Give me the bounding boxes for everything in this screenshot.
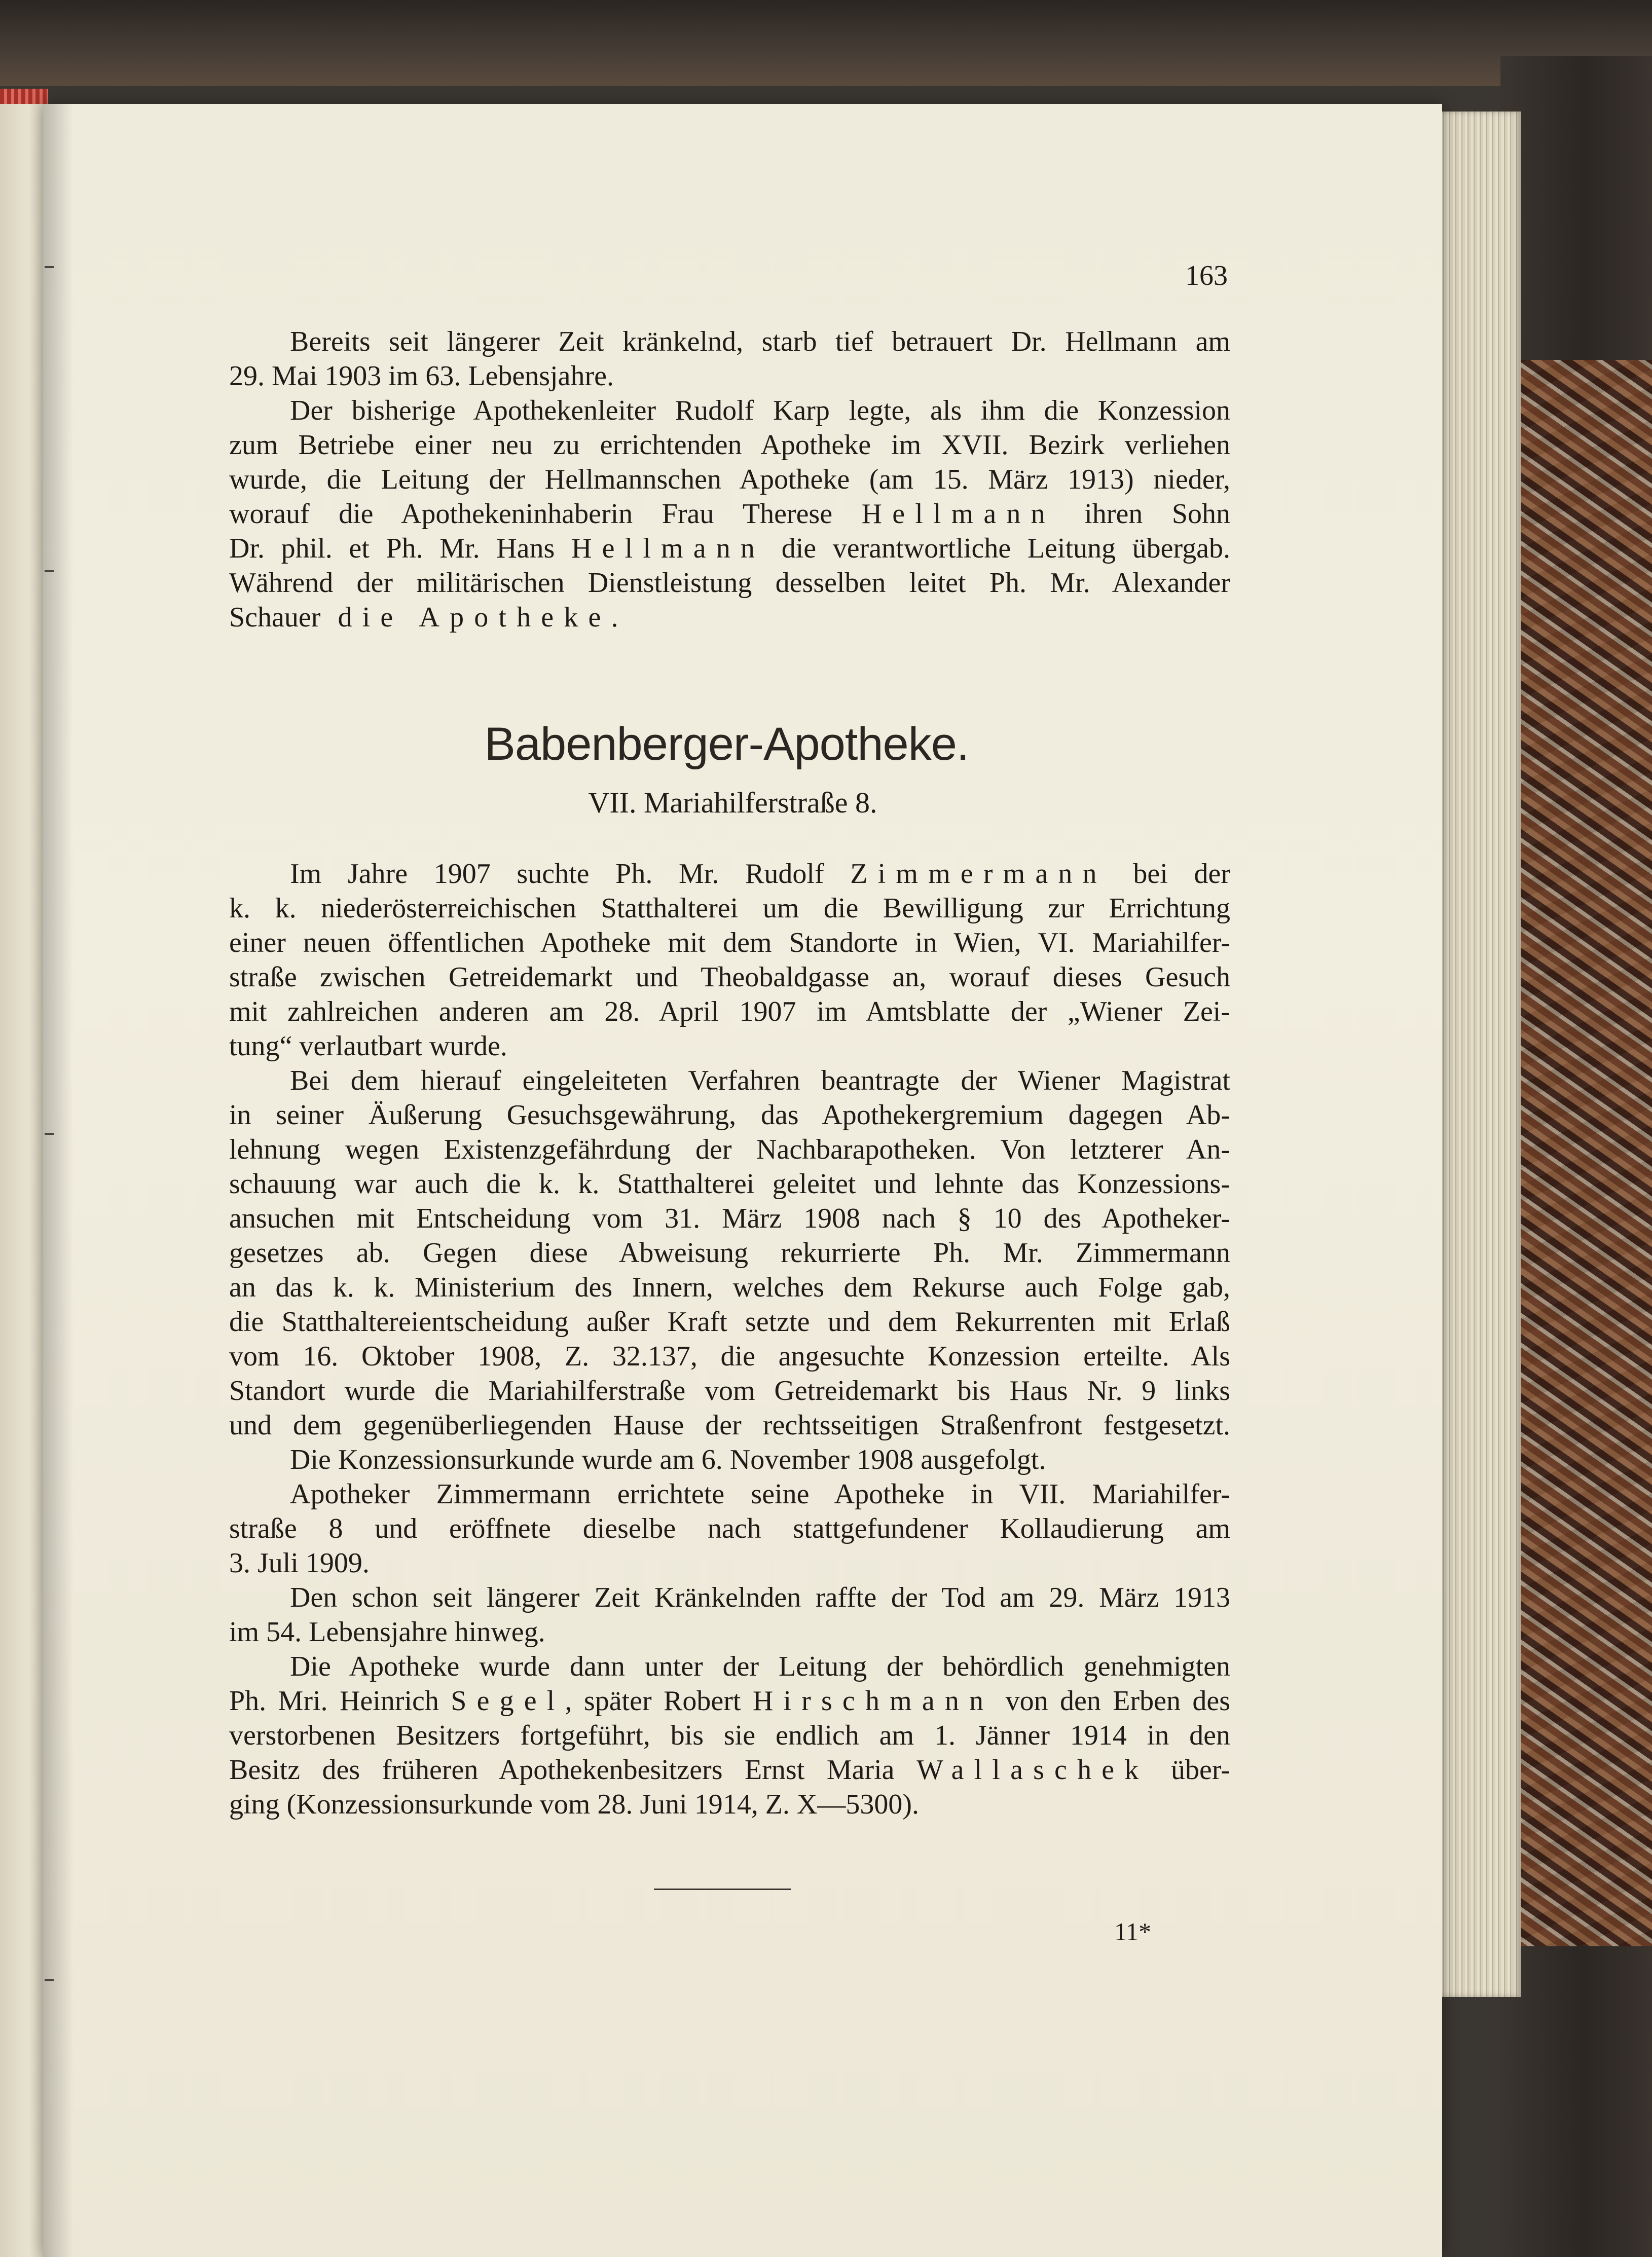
text-line bbox=[229, 1511, 1230, 1546]
text-segment: 29. Mai 1903 im 63. Lebensjahre. bbox=[229, 360, 614, 392]
marbled-endpaper bbox=[1516, 360, 1652, 1946]
text-segment: im 54. Lebensjahre hinweg. bbox=[229, 1616, 545, 1648]
text-segment: ansuchen mit Entscheidung vom 31. März 1908 nach § 10 des Apotheker- bbox=[229, 1203, 1230, 1234]
text-segment: Schauer bbox=[229, 602, 321, 633]
text-segment: vom 16. Oktober 1908, Z. 32.137, die angesuchte Konzession erteilte. Als bbox=[229, 1341, 1230, 1372]
text-segment: Die Konzessionsurkunde wurde am 6. November 1908 ausgefolgt. bbox=[290, 1444, 1046, 1475]
text-segment: Dr. phil. et Ph. Mr. Hans bbox=[229, 533, 571, 564]
margin-mark bbox=[45, 266, 54, 268]
text-segment: an das k. k. Ministerium des Innern, welches dem Rekurse auch Folge gab, bbox=[229, 1272, 1230, 1303]
text-line bbox=[290, 1580, 1230, 1615]
text-segment: Im Jahre 1907 suchte Ph. Mr. Rudolf bbox=[290, 858, 851, 890]
text-line bbox=[229, 1787, 919, 1822]
text-line bbox=[229, 566, 1230, 600]
text-line bbox=[229, 531, 1230, 566]
text-segment: Besitz des früheren Apothekenbesitzers Ernst Maria bbox=[229, 1754, 917, 1786]
red-page-edge bbox=[0, 89, 48, 104]
signature-mark: 11* bbox=[1114, 1917, 1152, 1946]
spaced-name: Wallaschek bbox=[916, 1754, 1149, 1786]
text-line bbox=[229, 994, 1230, 1029]
page-edges bbox=[1435, 112, 1521, 1997]
spaced-name: Hellmann bbox=[571, 533, 765, 564]
text-segment: , später Robert bbox=[565, 1685, 753, 1717]
text-line bbox=[290, 324, 1230, 359]
text-segment: die verantwortliche Leitung übergab. bbox=[765, 533, 1230, 564]
text-line bbox=[229, 1270, 1230, 1305]
text-line bbox=[290, 393, 1230, 428]
text-line bbox=[290, 1649, 1230, 1684]
text-segment: Während der militärischen Dienstleistung desselben leitet Ph. Mr. Alexander bbox=[229, 567, 1230, 599]
text-line bbox=[290, 1442, 1046, 1477]
text-segment: Bereits seit längerer Zeit kränkelnd, starb tief betrauert Dr. Hellmann am bbox=[290, 326, 1230, 357]
text-segment: Der bisherige Apothekenleiter Rudolf Karp legte, als ihm die Konzession bbox=[290, 395, 1230, 426]
text-segment: über- bbox=[1149, 1754, 1231, 1786]
text-line bbox=[290, 1477, 1230, 1511]
text-segment: straße 8 und eröffnete dieselbe nach stattgefundener Kollaudierung am bbox=[229, 1513, 1230, 1544]
text-segment: k. k. niederösterreichischen Statthalterei um die Bewilligung zur Errichtung bbox=[229, 893, 1230, 924]
text-segment: Den schon seit längerer Zeit Kränkelnden raffte der Tod am 29. März 1913 bbox=[290, 1582, 1230, 1613]
text-line bbox=[229, 891, 1230, 926]
text-segment: wurde, die Leitung der Hellmannschen Apotheke (am 15. März 1913) nieder, bbox=[229, 464, 1230, 495]
text-line bbox=[229, 926, 1230, 960]
text-segment: 3. Juli 1909. bbox=[229, 1547, 370, 1579]
text-segment: bei der bbox=[1107, 858, 1230, 890]
text-segment: von den Erben des bbox=[994, 1685, 1230, 1717]
text-segment: worauf die Apothekeninhaberin Frau Therese bbox=[229, 498, 862, 530]
text-line bbox=[229, 1408, 1230, 1442]
text-line bbox=[229, 1615, 545, 1649]
end-rule bbox=[654, 1889, 791, 1890]
text-segment: schauung war auch die k. k. Statthalterei geleitet und lehnte das Konzessions- bbox=[229, 1168, 1230, 1200]
text-segment: ging (Konzessionsurkunde vom 28. Juni 1914, Z. X—5300). bbox=[229, 1789, 920, 1820]
section-heading: Babenberger-Apotheke. bbox=[484, 718, 969, 770]
text-segment: Apotheker Zimmermann errichtete seine Apotheke in VII. Mariahilfer- bbox=[290, 1478, 1230, 1510]
text-segment: mit zahlreichen anderen am 28. April 1907 im Amtsblatte der „Wiener Zei- bbox=[229, 996, 1230, 1027]
scan-background bbox=[0, 0, 1652, 86]
text-segment: tung“ verlautbart wurde. bbox=[229, 1030, 507, 1062]
text-segment: gesetzes ab. Gegen diese Abweisung rekurrierte Ph. Mr. Zimmermann bbox=[229, 1237, 1230, 1269]
text-line bbox=[229, 428, 1230, 462]
text-line bbox=[229, 1167, 1230, 1201]
text-line bbox=[229, 1236, 1230, 1270]
text-segment: einer neuen öffentlichen Apotheke mit dem Standorte in Wien, VI. Mariahilfer- bbox=[229, 927, 1230, 958]
text-line bbox=[229, 960, 1230, 994]
text-line bbox=[229, 1374, 1230, 1408]
page-gutter-shadow bbox=[43, 104, 74, 2257]
text-line bbox=[229, 497, 1230, 531]
text-segment: Standort wurde die Mariahilferstraße vom Getreidemarkt bis Haus Nr. 9 links bbox=[229, 1375, 1230, 1407]
text-line bbox=[229, 1029, 507, 1063]
text-line bbox=[229, 600, 629, 635]
text-segment: ihren Sohn bbox=[1055, 498, 1230, 530]
text-line bbox=[229, 462, 1230, 497]
text-segment: Ph. Mri. Heinrich bbox=[229, 1685, 451, 1717]
text-segment: Die Apotheke wurde dann unter der Leitung der behördlich genehmigten bbox=[290, 1651, 1230, 1682]
text-segment: zum Betriebe einer neu zu errichtenden Apotheke im XVII. Bezirk verliehen bbox=[229, 429, 1230, 461]
text-line bbox=[290, 1063, 1230, 1098]
text-line bbox=[290, 857, 1230, 891]
spaced-name: Hirschmann bbox=[752, 1685, 994, 1717]
margin-mark bbox=[45, 570, 54, 572]
text-segment: die Statthaltereientscheidung außer Kraft setzte und dem Rekurrenten mit Erlaß bbox=[229, 1306, 1230, 1338]
facing-page-edge bbox=[0, 96, 48, 2257]
text-line bbox=[229, 1339, 1230, 1374]
text-line bbox=[229, 1546, 370, 1580]
margin-mark bbox=[45, 1133, 54, 1135]
text-line bbox=[229, 1305, 1230, 1339]
text-segment: und dem gegenüberliegenden Hause der rechtsseitigen Straßenfront festgesetzt. bbox=[229, 1410, 1230, 1441]
spaced-name: die Apotheke. bbox=[320, 602, 629, 633]
text-line bbox=[229, 1132, 1230, 1167]
spaced-name: Zimmermann bbox=[850, 858, 1107, 890]
text-segment: Bei dem hierauf eingeleiteten Verfahren beantragte der Wiener Magistrat bbox=[290, 1065, 1230, 1096]
section-address: VII. Mariahilferstraße 8. bbox=[588, 786, 877, 819]
text-line bbox=[229, 1718, 1230, 1753]
text-line bbox=[229, 1684, 1230, 1718]
text-segment: lehnung wegen Existenzgefährdung der Nachbarapotheken. Von letzterer An- bbox=[229, 1134, 1230, 1165]
spaced-name: Hellmann bbox=[861, 498, 1055, 530]
margin-mark bbox=[45, 1979, 54, 1981]
page-number: 163 bbox=[1185, 260, 1228, 291]
text-segment: straße zwischen Getreidemarkt und Theobaldgasse an, worauf dieses Gesuch bbox=[229, 961, 1230, 993]
text-line bbox=[229, 1098, 1230, 1132]
text-segment: in seiner Äußerung Gesuchsgewährung, das Apothekergremium dagegen Ab- bbox=[229, 1099, 1230, 1131]
text-line bbox=[229, 1201, 1230, 1236]
spaced-name: Segel bbox=[451, 1685, 565, 1717]
text-segment: verstorbenen Besitzers fortgeführt, bis sie endlich am 1. Jänner 1914 in den bbox=[229, 1720, 1230, 1751]
text-line bbox=[229, 1753, 1230, 1787]
text-line bbox=[229, 359, 614, 393]
